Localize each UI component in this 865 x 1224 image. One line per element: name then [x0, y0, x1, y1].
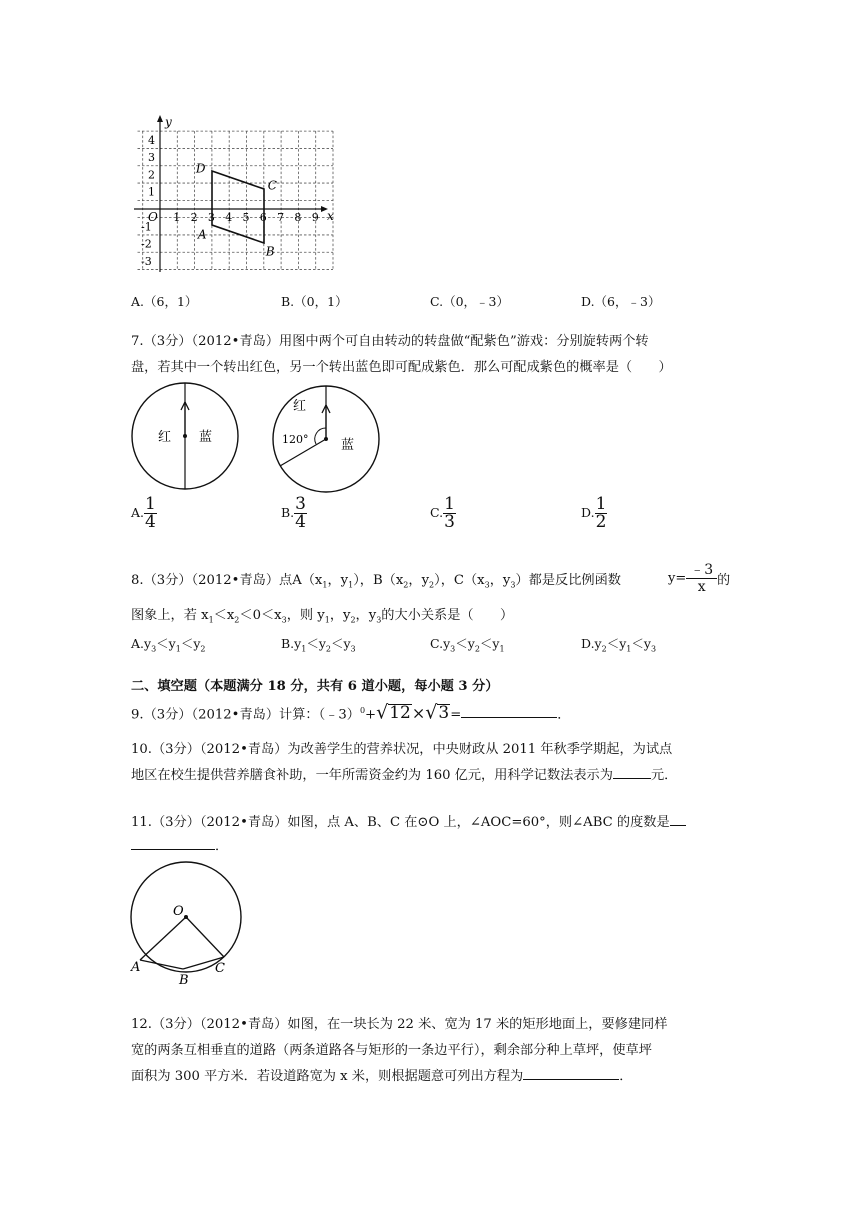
option-c[interactable]: $C.y_3<y_2<y_1$ — [430, 636, 505, 654]
option-a[interactable]: A.（6，1） — [131, 294, 198, 309]
answer-blank-part2[interactable] — [131, 835, 215, 850]
point-a-label: A — [197, 227, 207, 242]
origin-label: O — [148, 210, 158, 224]
option-c[interactable]: C.（0，﹣3） — [430, 294, 509, 309]
point-a-label: A — [131, 960, 141, 975]
y-tick-label: 1 — [148, 185, 155, 199]
q10-line2: 地区在校生提供营养膳食补助，一年所需资金约为 160 亿元，用科学记数法表示为 元． — [131, 763, 677, 789]
y-tick-label: -2 — [141, 237, 152, 251]
y-tick-label: -3 — [141, 254, 152, 268]
spinner-one-blue-label: 蓝 — [199, 430, 213, 445]
q10-line1: 10.（3分）（2012•青岛）为改善学生的营养状况，中央财政从 2011 年秋季学期起，为试点 — [131, 742, 673, 757]
point-c-label: C — [267, 178, 277, 193]
answer-blank-part1[interactable] — [670, 811, 686, 826]
option-a[interactable]: $A.y_3<y_1<y_2$ — [131, 636, 206, 654]
q12-line1: 12.（3分）（2012•青岛）如图，在一块长为 22 米、宽为 17 米的矩形地面上，要修建同样 — [131, 1017, 668, 1032]
q9: 9.（3分）（2012•青岛）计算：（﹣3）$^0$+√12×√3= ． — [131, 701, 571, 724]
y-axis-label: y — [165, 115, 172, 129]
q11-line2: ． — [131, 834, 228, 860]
spinner-one — [128, 380, 248, 500]
q12-line3: 面积为 300 平方米．若设道路宽为 x 米，则根据题意可列出方程为 ． — [131, 1064, 632, 1090]
x-axis-label: x — [327, 209, 334, 223]
x-tick-label: 4 — [225, 211, 233, 224]
x-tick-label: 5 — [242, 211, 250, 224]
answer-blank[interactable] — [613, 764, 651, 779]
option-d[interactable]: D.（6，﹣3） — [581, 294, 661, 309]
spinner-two-red-label: 红 — [293, 399, 307, 414]
y-tick-label: 4 — [148, 133, 155, 147]
point-b-label: B — [265, 244, 275, 259]
option-d[interactable]: D. $\frac{1}{2}$ — [581, 494, 607, 532]
option-d[interactable]: $D.y_2<y_1<y_3$ — [581, 636, 657, 654]
coordinate-graph — [128, 112, 338, 277]
quadrilateral-abcd — [212, 171, 264, 243]
q7-line1: 7.（3分）（2012•青岛）用图中两个可自由转动的转盘做“配紫色”游戏：分别旋转两个转 — [131, 334, 649, 349]
spinner-two-blue-label: 蓝 — [341, 438, 355, 453]
q8-line2: 图象上，若 $x_1<x_2<0<x_3$，则 $y_1$，$y_2$，$y_3$的大小关系是（ ） — [131, 608, 514, 625]
x-tick-label: 8 — [294, 211, 302, 224]
q8-line1: 8.（3分）（2012•青岛）点$A(x_1$，$y_1$），$B(x_2$，$y_2$），$C(x_3$，$y_3$）都是反比例函数 — [131, 573, 621, 590]
option-a[interactable]: A. $\frac{1}{4}$ — [131, 494, 156, 532]
y-tick-label: 2 — [148, 168, 155, 182]
x-tick-label: 3 — [207, 211, 215, 224]
option-c[interactable]: C. $\frac{1}{3}$ — [430, 494, 455, 532]
answer-blank[interactable] — [523, 1065, 619, 1080]
spinner-one-red-label: 红 — [158, 430, 172, 445]
y-tick-label: 3 — [148, 151, 155, 165]
x-tick-label: 2 — [190, 211, 198, 224]
q7-line2: 盘，若其中一个转出红色，另一个转出蓝色即可配成紫色．那么可配成紫色的概率是（ ） — [131, 360, 672, 375]
point-o-label: O — [173, 904, 184, 919]
x-tick-label: 1 — [173, 211, 181, 224]
option-b[interactable]: B.（0，1） — [281, 294, 348, 309]
point-b-label: B — [179, 973, 189, 988]
inverse-function: y= $\frac{﹣3}{x}$ 的 — [668, 562, 731, 595]
section-two-heading: 二、填空题（本题满分 18 分，共有 6 道小题，每小题 3 分） — [131, 679, 499, 694]
q11-line1: 11.（3分）（2012•青岛）如图，点 A、B、C 在⊙O 上，∠AOC=60°，则∠ABC 的度数是 — [131, 810, 686, 836]
x-tick-label: 7 — [277, 211, 285, 224]
spinner-two — [266, 382, 386, 502]
point-d-label: D — [195, 161, 206, 176]
q12-line2: 宽的两条互相垂直的道路（两条道路各与矩形的一条边平行），剩余部分种上草坪，使草坪 — [131, 1043, 652, 1058]
x-tick-label: 6 — [259, 211, 267, 224]
answer-blank[interactable] — [461, 703, 557, 718]
y-axis-arrow — [157, 115, 163, 122]
y-tick-label: -1 — [141, 220, 152, 234]
x-tick-label: 9 — [311, 211, 319, 224]
option-b[interactable]: B. $\frac{3}{4}$ — [281, 494, 306, 532]
circle-figure — [126, 860, 248, 990]
angle-label: 120° — [282, 433, 309, 446]
point-c-label: C — [215, 961, 225, 976]
option-b[interactable]: $B.y_1<y_2<y_3$ — [281, 636, 356, 654]
